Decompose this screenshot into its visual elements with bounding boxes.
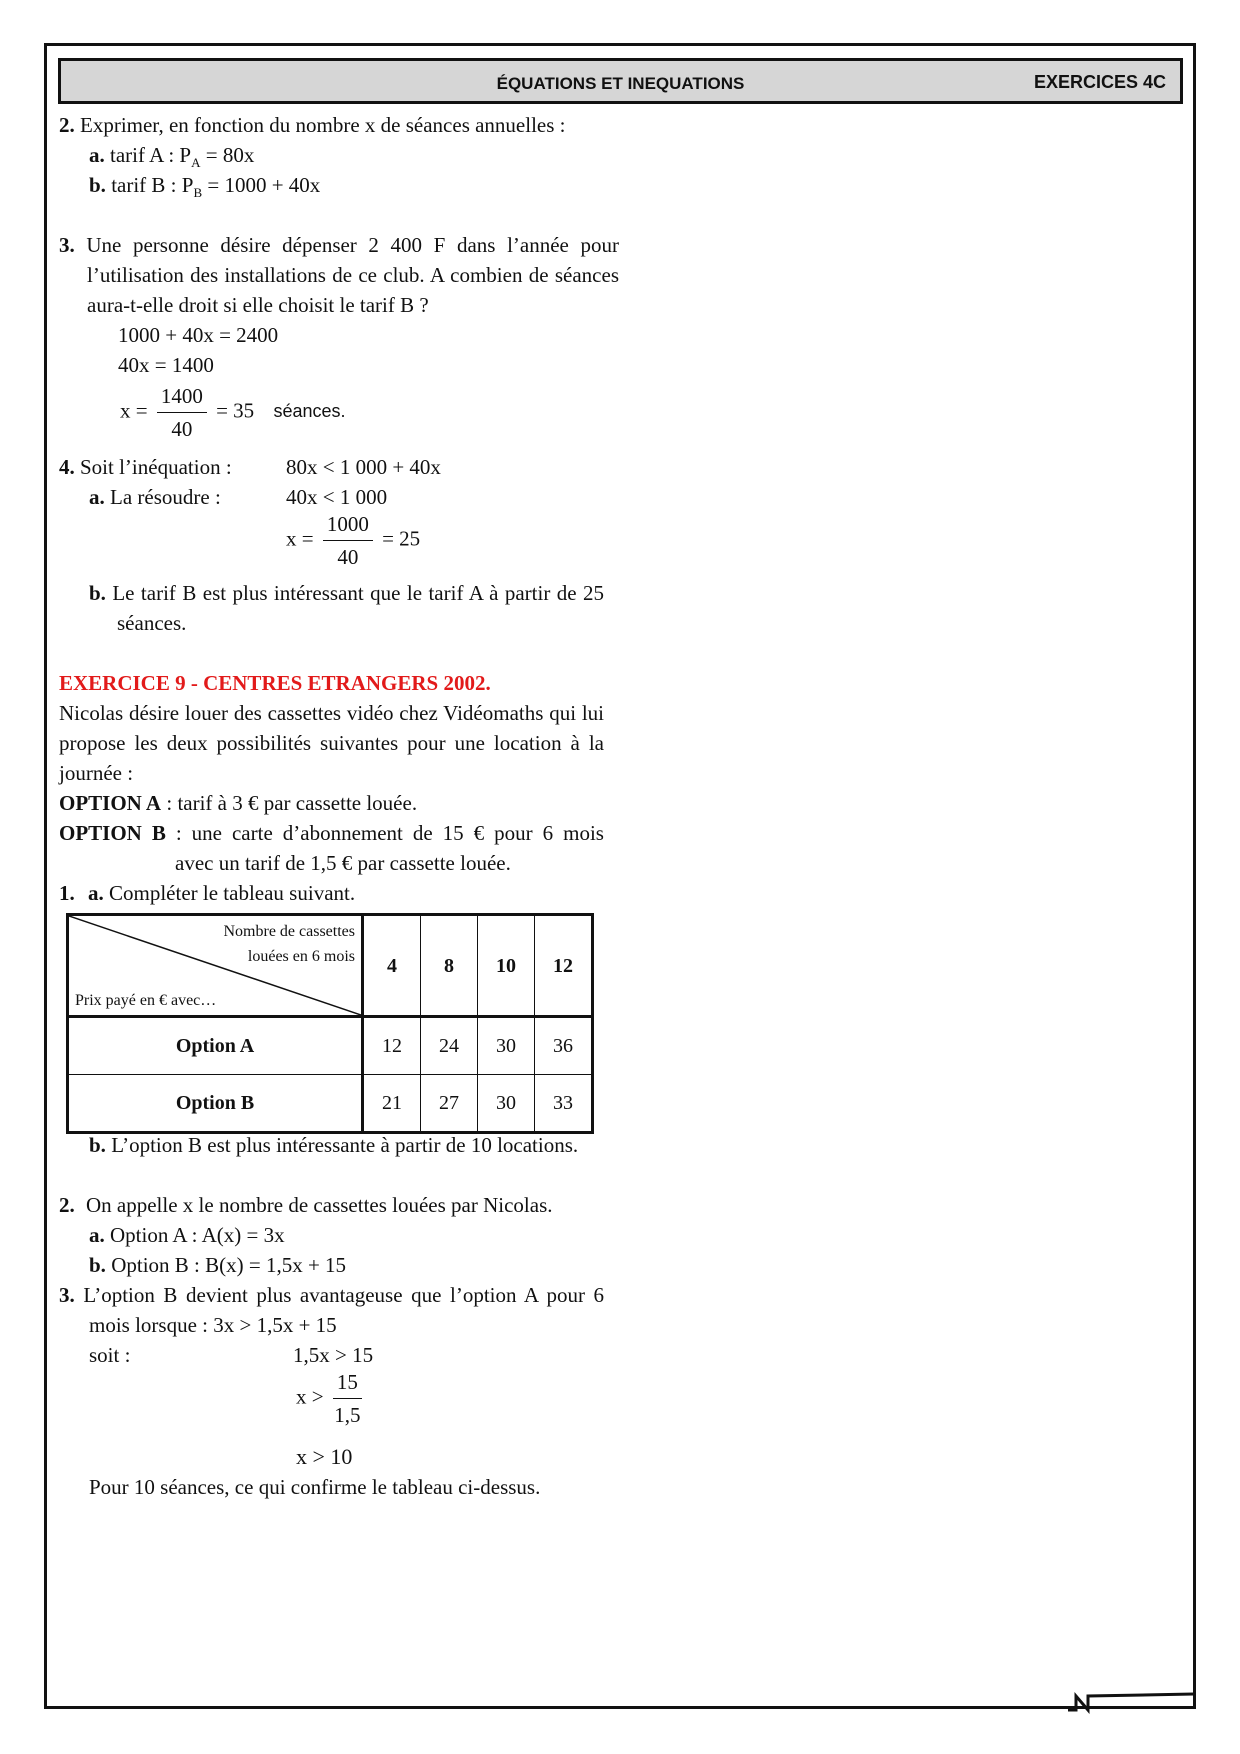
- ex9-q1a-line: [59, 878, 355, 908]
- ex9-q3-conclusion: Pour 10 séances, ce qui confirme le tableau ci-dessus.: [89, 1475, 541, 1499]
- page-header: [58, 58, 1183, 104]
- price-table: [66, 913, 594, 1134]
- table-cell: 27: [421, 1075, 478, 1133]
- ex9-q2-line: [59, 1190, 553, 1220]
- column-header: 10: [478, 915, 535, 1017]
- ex9-q2-text: On appelle x le nombre de cassettes louées par Nicolas.: [86, 1193, 553, 1217]
- q4a-inequation: 40x < 1 000: [286, 485, 388, 509]
- q2-block: [59, 110, 604, 200]
- q4a-denominator: 40: [337, 545, 359, 569]
- q4a-solution: [286, 508, 420, 573]
- table-cell: 30: [478, 1075, 535, 1133]
- ex9-q2a-line: [89, 1220, 285, 1250]
- ex9-q3-numerator: 15: [333, 1366, 362, 1399]
- equation-1: 1000 + 40x = 2400: [118, 323, 279, 347]
- q2b-label: b.: [89, 173, 106, 197]
- equation-3: [120, 380, 345, 445]
- eq3-fraction: [157, 380, 207, 445]
- option-a-text: : tarif à 3 € par cassette louée.: [161, 791, 418, 815]
- eq3-rhs: = 35: [216, 398, 255, 423]
- ex9-q1-number: 1.: [59, 881, 75, 905]
- q4-text: Soit l’inéquation :: [80, 455, 232, 479]
- ex9-q3-final: x > 10: [296, 1444, 353, 1469]
- q4b-block: [89, 578, 604, 638]
- option-a-line: [59, 788, 417, 818]
- ex9-q2b-label: b.: [89, 1253, 106, 1277]
- ex9-q3-inequation: 1,5x > 15: [293, 1343, 374, 1367]
- ex9-q3-fraction: [333, 1366, 362, 1431]
- q2a-subscript: A: [191, 155, 201, 171]
- exercise-9-title: EXERCICE 9 - CENTRES ETRANGERS 2002.: [59, 671, 491, 695]
- option-a-label: OPTION A: [59, 791, 162, 815]
- table-cell: 21: [363, 1075, 421, 1133]
- option-b-text-2: avec un tarif de 1,5 € par cassette louée.: [175, 851, 511, 875]
- ex9-q3-number: 3.: [59, 1283, 75, 1307]
- ex9-q1b-block: [89, 1130, 604, 1160]
- q2-number: 2.: [59, 113, 75, 137]
- ex9-q2a-label: a.: [89, 1223, 105, 1247]
- q4a-rhs: = 25: [382, 526, 421, 551]
- corner-top-label: Nombre de cassettes louées en 6 mois: [223, 923, 355, 965]
- q2b-text: tarif B : P: [111, 173, 194, 197]
- ex9-q2a-text: Option A : A(x) = 3x: [110, 1223, 285, 1247]
- table-cell: 30: [478, 1017, 535, 1075]
- q4-line: [59, 452, 232, 482]
- ex9-q2-number: 2.: [59, 1193, 75, 1217]
- q2a-rhs: = 80x: [200, 143, 255, 167]
- ex9-q1a-label: a.: [88, 881, 104, 905]
- option-b-text: : une carte d’abonnement de 15 € pour 6 mois: [165, 821, 604, 845]
- q2a-text: tarif A : P: [110, 143, 192, 167]
- option-b-label: OPTION B: [59, 821, 166, 845]
- q2b-subscript: B: [193, 185, 203, 201]
- equation-2: 40x = 1400: [118, 353, 214, 377]
- eq3-numerator: 1400: [157, 380, 207, 413]
- q4a-fraction: [323, 508, 373, 573]
- header-exercise: EXERCICES 4C: [1033, 72, 1166, 92]
- q3-number: 3.: [59, 233, 75, 257]
- q4a-numerator: 1000: [323, 508, 373, 541]
- ex9-q3-denominator: 1,5: [334, 1403, 361, 1427]
- ex9-q3-text: L’option B devient plus avantageuse que l’option A pour 6 mois lorsque : 3x > 1,5x + 15: [83, 1283, 605, 1337]
- ex9-q3-fraction-line: [296, 1366, 366, 1431]
- column-header: 4: [363, 915, 421, 1017]
- column-header: 8: [421, 915, 478, 1017]
- ex9-q1b-text: L’option B est plus intéressante à partir de 10 locations.: [111, 1133, 579, 1157]
- table-cell: 12: [363, 1017, 421, 1075]
- table-cell: 24: [421, 1017, 478, 1075]
- table-cell: 33: [535, 1075, 593, 1133]
- q3-block: [59, 230, 619, 320]
- corner-bottom-label: Prix payé en € avec…: [75, 992, 217, 1009]
- table-corner: [68, 915, 363, 1017]
- ex9-q3-soit: soit :: [89, 1343, 131, 1367]
- ex9-q3-block: [59, 1280, 604, 1340]
- q4b-text: Le tarif B est plus intéressant que le tarif A à partir de 25 séances.: [112, 581, 605, 635]
- q3-text: Une personne désire dépenser 2 400 F dans l’année pour l’utilisation des installations de ce club. A combien de séances aura-t-elle droit si elle choisit le tarif B ?: [86, 233, 619, 317]
- ex9-q2b-line: [89, 1250, 346, 1280]
- q4a-text: La résoudre :: [110, 485, 221, 509]
- ex9-q1a-text: Compléter le tableau suivant.: [109, 881, 356, 905]
- q4-inequation: 80x < 1 000 + 40x: [286, 455, 441, 479]
- column-header: 12: [535, 915, 593, 1017]
- ex9-q3-lhs: x >: [296, 1384, 324, 1409]
- eq3-unit: séances.: [273, 401, 346, 422]
- q2-text: Exprimer, en fonction du nombre x de séances annuelles :: [80, 113, 566, 137]
- q4a-label: a.: [89, 485, 105, 509]
- eq3-denominator: 40: [171, 417, 193, 441]
- q2a-label: a.: [89, 143, 105, 167]
- exercise-9-intro: Nicolas désire louer des cassettes vidéo chez Vidéomaths qui lui propose les deux possibilités suivantes pour une location à la journée :: [59, 701, 604, 785]
- row-label-option-b: Option B: [68, 1075, 363, 1133]
- q4-number: 4.: [59, 455, 75, 479]
- header-title: ÉQUATIONS ET INEQUATIONS: [496, 74, 745, 93]
- q2b-rhs: = 1000 + 40x: [202, 173, 321, 197]
- ex9-q2b-text: Option B : B(x) = 1,5x + 15: [111, 1253, 347, 1277]
- page-corner-mark: [1064, 1664, 1196, 1714]
- row-label-option-a: Option A: [68, 1017, 363, 1075]
- eq3-lhs: x =: [120, 398, 148, 423]
- q4b-label: b.: [89, 581, 106, 605]
- ex9-q1b-label: b.: [89, 1133, 106, 1157]
- q4a-lhs: x =: [286, 526, 314, 551]
- option-b-line: [59, 818, 604, 878]
- q4a-line: [89, 482, 221, 512]
- table-cell: 36: [535, 1017, 593, 1075]
